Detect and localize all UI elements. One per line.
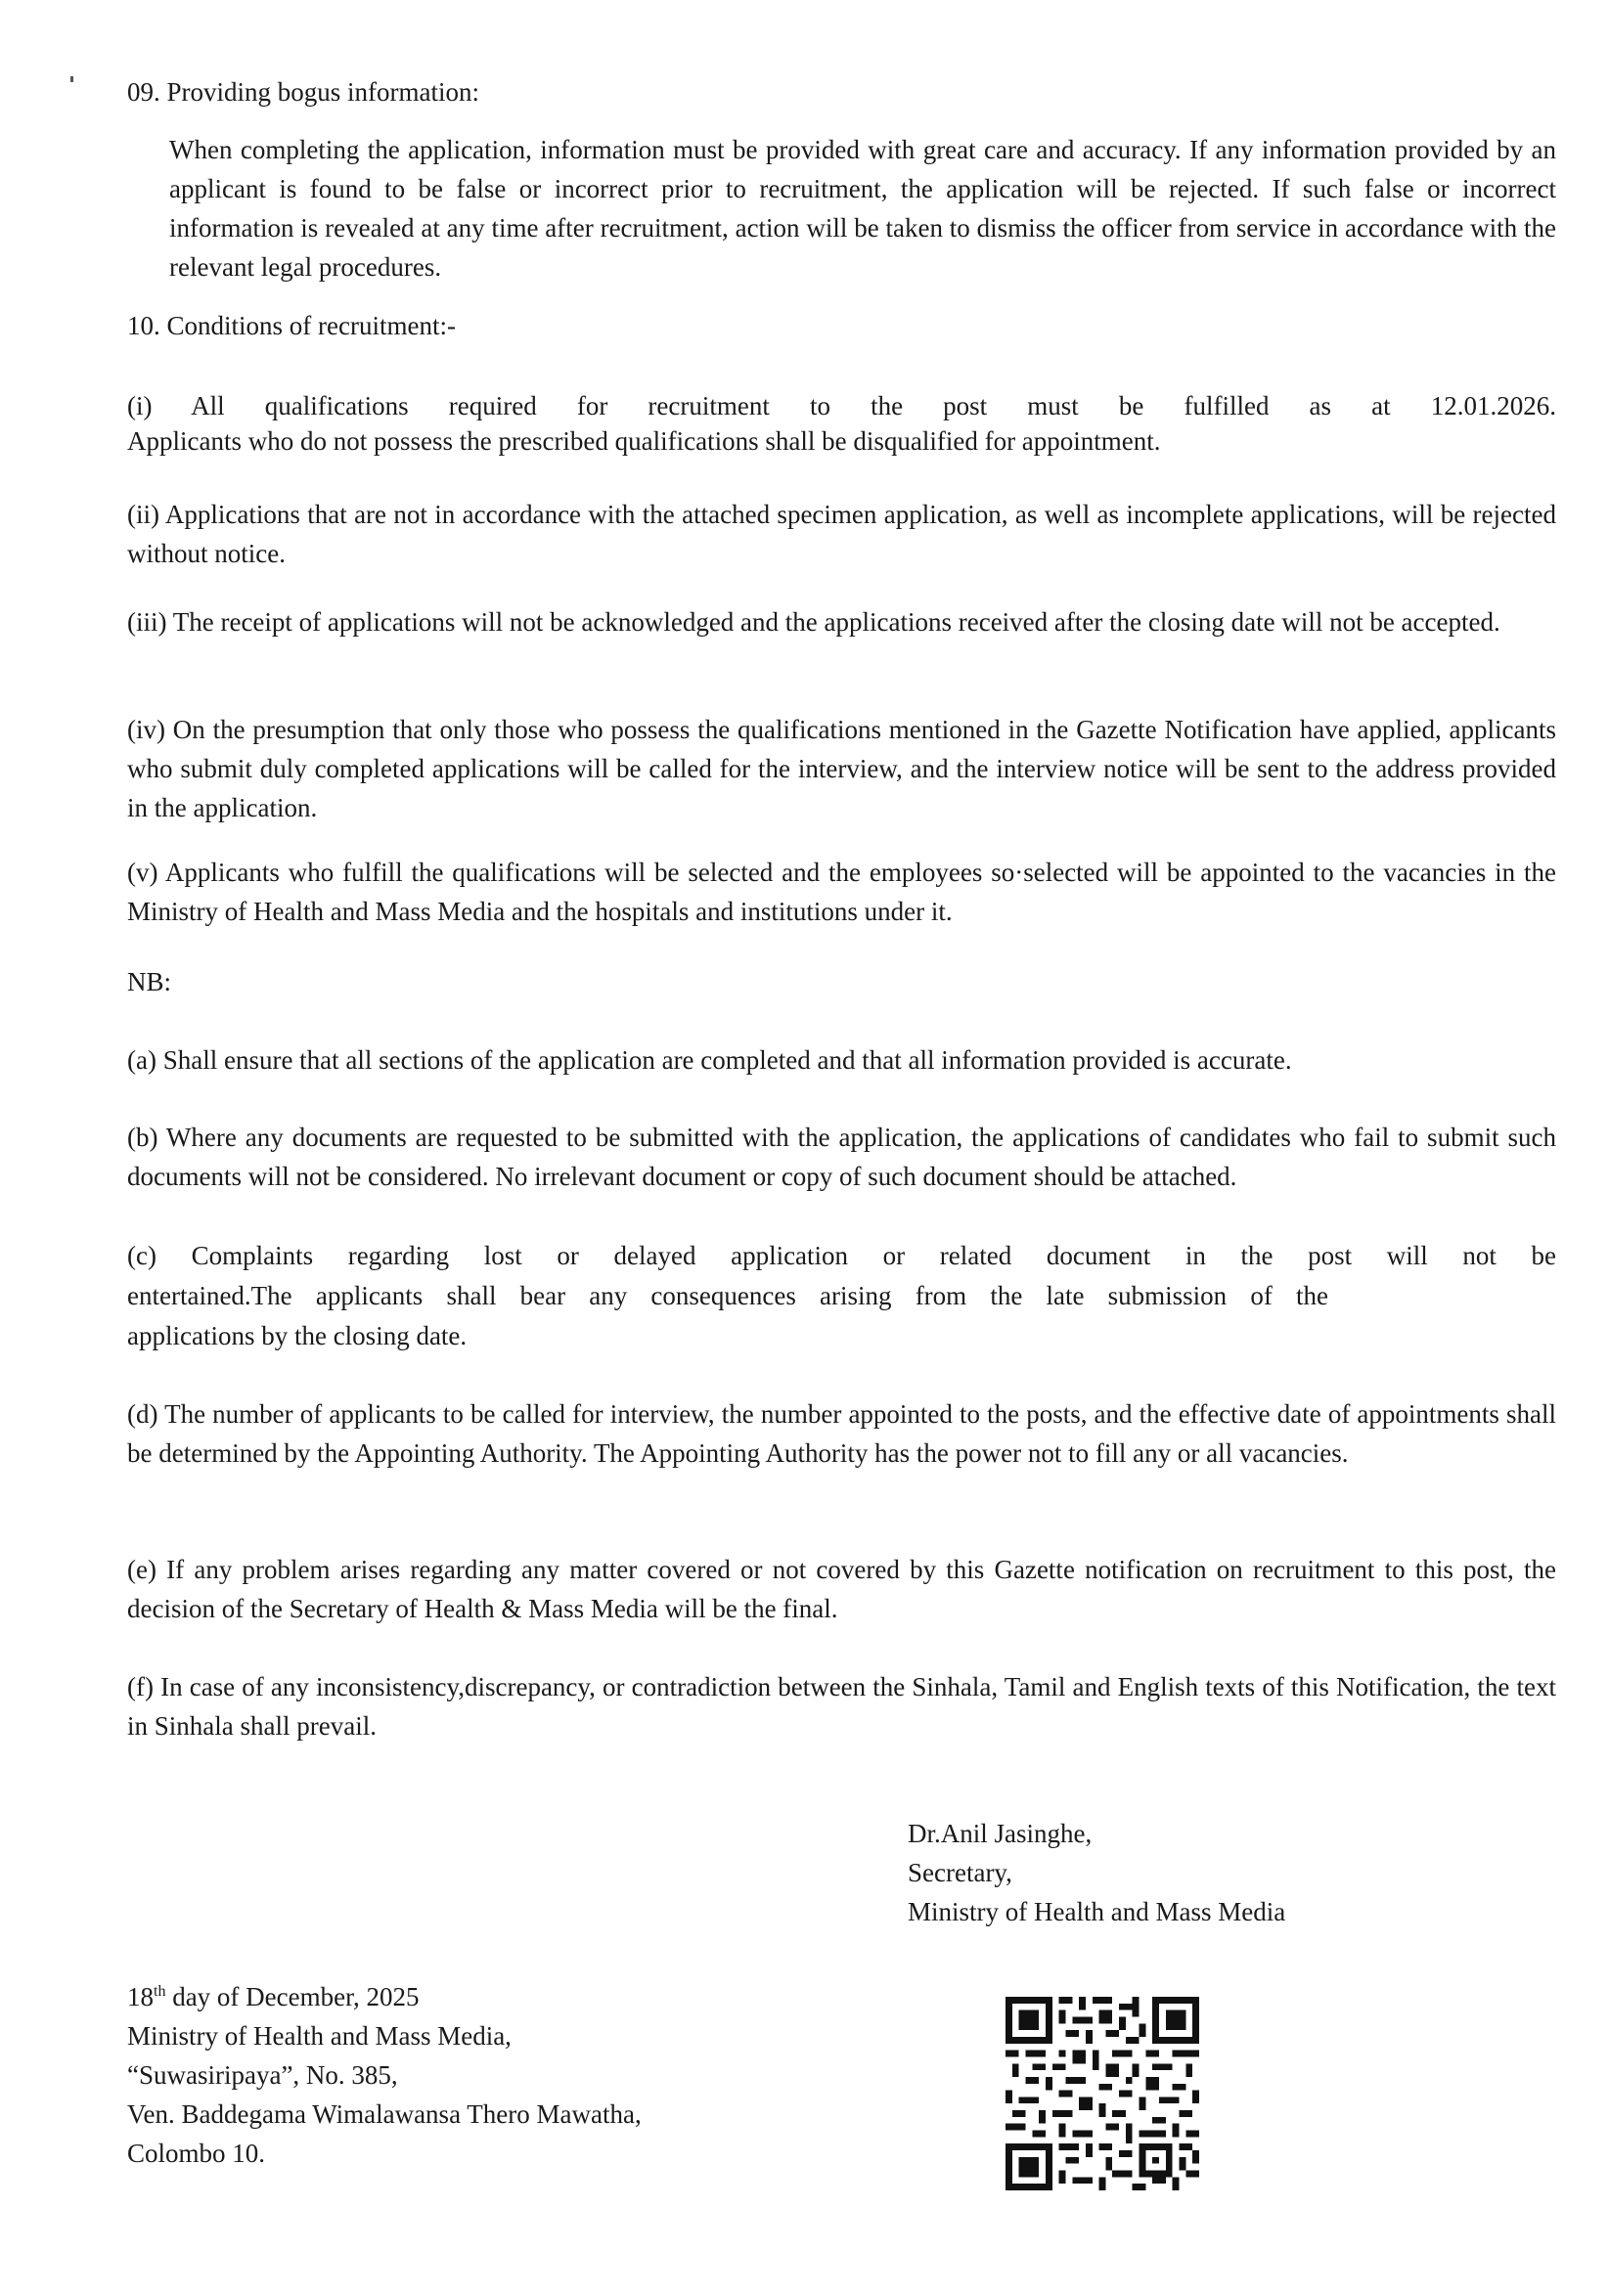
address-city: Colombo 10.	[127, 2139, 266, 2168]
issue-day-suffix: th	[154, 1983, 166, 2000]
qr-code-icon[interactable]	[1006, 1997, 1199, 2190]
nb-item-b: (b) Where any documents are requested to be submitted with the application, the applications of candidates who fail to submit such documents will not be considered. No irrelevant document or copy of such document should be attached.	[127, 1123, 1556, 1191]
condition-ii: (ii) Applications that are not in accordance with the attached specimen application, as well as incomplete applications, will be rejected without notice.	[127, 500, 1556, 568]
nb-item-a: (a) Shall ensure that all sections of the application are completed and that all information provided is accurate.	[127, 1045, 1292, 1075]
section-10-title: 10. Conditions of recruitment:-	[127, 311, 456, 340]
nb-item-f: (f) In case of any inconsistency,discrepancy, or contradiction between the Sinhala, Tamil and English texts of this Notification, the text in Sinhala shall prevail.	[127, 1672, 1556, 1741]
condition-i-line2: Applicants who do not possess the prescribed qualifications shall be disqualified for appointment.	[127, 426, 1161, 456]
section-09-body: When completing the application, information must be provided with great care and accuracy. If any information provided by an applicant is found to be false or incorrect prior to recruitment, the application will be rejected. If such false or incorrect information is revealed at any time after recruitment, action will be taken to dismiss the officer from service in accordance with the relevant legal procedures.	[169, 135, 1556, 282]
signatory-title: Secretary,	[908, 1858, 1012, 1887]
issue-date	[127, 1977, 642, 2016]
nb-label: NB:	[127, 967, 172, 996]
nb-item-c-line1: (c) Complaints regarding lost or delayed application or related document in the post will not be	[127, 1241, 1556, 1270]
signatory-org: Ministry of Health and Mass Media	[908, 1897, 1286, 1926]
condition-iii: (iii) The receipt of applications will not be acknowledged and the applications received after the closing date will not be accepted.	[127, 607, 1500, 637]
address-building: “Suwasiripaya”, No. 385,	[127, 2060, 398, 2090]
condition-iv: (iv) On the presumption that only those who possess the qualifications mentioned in the Gazette Notification have applied, applicants who submit duly completed applications will be called for the interview, and the interview notice will be sent to the address provided in the application.	[127, 715, 1556, 822]
signature-block	[908, 1814, 1285, 1931]
nb-item-d: (d) The number of applicants to be called for interview, the number appointed to the posts, and the effective date of appointments shall be determined by the Appointing Authority. The Appointing Authority has the power not to fill any or all vacancies.	[127, 1399, 1556, 1468]
condition-v: (v) Applicants who fulfill the qualifications will be selected and the employees so·selected will be appointed to the vacancies in the Ministry of Health and Mass Media and the hospitals and institutions under it.	[127, 858, 1556, 926]
signatory-name: Dr.Anil Jasinghe,	[908, 1819, 1093, 1848]
condition-i-line1: (i) All qualifications required for recruitment to the post must be fulfilled as at 12.01.2026.	[127, 391, 1556, 420]
nb-item-c-line2: entertained.The applicants shall bear any consequences arising from the late submission of the	[127, 1281, 1328, 1310]
scan-mark	[70, 76, 73, 82]
nb-item-c-line3: applications by the closing date.	[127, 1321, 468, 1350]
issue-date-rest: day of December, 2025	[165, 1982, 420, 2011]
nb-item-e: (e) If any problem arises regarding any matter covered or not covered by this Gazette notification on recruitment to this post, the decision of the Secretary of Health & Mass Media will be the final.	[127, 1555, 1556, 1623]
issue-day: 18	[127, 1982, 154, 2011]
address-block	[127, 1977, 642, 2173]
address-street: Ven. Baddegama Wimalawansa Thero Mawatha,	[127, 2099, 642, 2129]
address-ministry: Ministry of Health and Mass Media,	[127, 2021, 512, 2051]
section-09-title: 09. Providing bogus information:	[127, 77, 479, 107]
